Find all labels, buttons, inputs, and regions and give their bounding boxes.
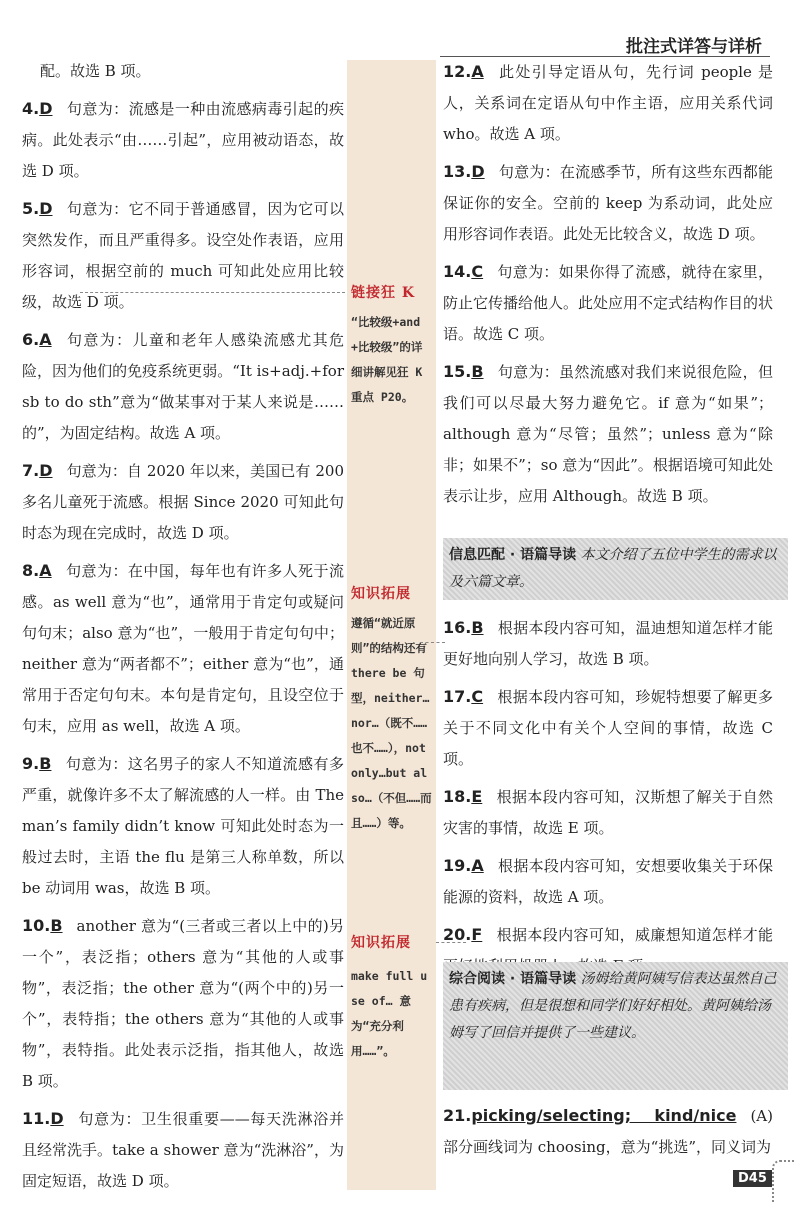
- answer-item-21: 21.picking/selecting; kind/nice (A) 部分画线词为 choosing，意为“挑选”，同义词为: [443, 1106, 773, 1156]
- note-text-comparative: “比较级+and+比较级”的详细讲解见狂 K 重点 P20。: [351, 315, 423, 404]
- page-header-title: 批注式详答与详析: [626, 37, 762, 57]
- answer-item-16: 16.B 根据本段内容可知，温迪想知道怎样才能更好地向别人学习，故选 B 项。: [443, 618, 773, 668]
- answer-item-20: 20.F 根据本段内容可知，威廉想知道怎样才能: [443, 925, 773, 944]
- answer-item-15: 15.B 句意为：虽然流感对我们来说很危险，但我们可以尽最大努力避免它。if 意为“如果”；although 意为“尽管；虽然”；unless 意为“除非；如果不”；so 意为“因此”。根据语境可知此处表示让步，应用 Although。故选 B 项。: [443, 362, 773, 505]
- answer-item-7: 7.D 句意为：自 2020 年以来，美国已有 200 多名儿童死于流感。根据 Since 2020 可知此句时态为现在完成时，故选 D 项。: [22, 461, 344, 542]
- right-column-bottom: [443, 1100, 773, 1169]
- answer-item-17: 17.C 根据本段内容可知，珍妮特想要了解更多关于不同文化中有关个人空间的事情，故选 C 项。: [443, 687, 773, 768]
- page-edge-decoration: [772, 1160, 794, 1202]
- answer-item-19: 19.A 根据本段内容可知，安想要收集关于环保能源的资料，故选 A 项。: [443, 856, 773, 906]
- answer-item-5: 5.D 句意为：它不同于普通感冒，因为它可以突然发作，而且严重得多。设空处作表语，应用形容词，根据空前的 much 可知此处应用比较级，故选 D 项。: [22, 199, 344, 311]
- answer-item-6: 6.A 句意为：儿童和老年人感染流感尤其危险，因为他们的免疫系统更弱。“It is+adj.+for sb to do sth”意为“做某事对于某人来说是……的”，为固定结构。故选 A 项。: [22, 330, 344, 442]
- answer-item-8: 8.A 句意为：在中国，每年也有许多人死于流感。as well 意为“也”，通常用于肯定句或疑问句句末；also 意为“也”，一般用于肯定句句中；neither 意为“两者都不”；either 意为“也”，通常用于否定句句末。本句是肯定句，且设空位于句末，应用 as well，故选 A 项。: [22, 561, 344, 735]
- answer-item-14: 14.C 句意为：如果你得了流感，就待在家里，防止它传播给他人。此处应用不定式结构作目的状语。故选 C 项。: [443, 262, 774, 343]
- note-leader-line-2: [420, 642, 445, 643]
- section-guide-comprehensive: 综合阅读 · 语篇导读 汤姆给黄阿姨写信表达虽然自己患有疾病，但是很想和同学们好好相处。黄阿姨给汤姆写了回信并提供了一些建议。: [443, 962, 788, 1090]
- right-column-lower: [443, 612, 773, 988]
- left-column: [22, 56, 344, 1203]
- note-tag-knowledge-1: 知识拓展: [351, 586, 411, 602]
- note-tag-knowledge-2: 知识拓展: [351, 935, 411, 951]
- answer-item-4: 4.D 句意为：流感是一种由流感病毒引起的疾病。此处表示“由……引起”，应用被动语态，故选 D 项。: [22, 99, 344, 180]
- margin-notes-strip: [347, 60, 436, 1190]
- answer-item-12: 12.A 此处引导定语从句，先行词 people 是人，关系词在定语从句中作主语，应用关系代词 who。故选 A 项。: [443, 62, 773, 143]
- answer-item-18: 18.E 根据本段内容可知，汉斯想了解关于自然灾害的事情，故选 E 项。: [443, 787, 773, 837]
- right-column: [443, 56, 773, 518]
- page-number: D45: [733, 1170, 772, 1187]
- note-leader-line-1: [80, 292, 345, 293]
- note-text-make-full-use: make full use of… 意为“充分利用……”。: [351, 969, 428, 1058]
- note-tag-link: 链接狂 K: [351, 285, 416, 301]
- answer-item-10: 10.B another 意为“(三者或三者以上中的)另一个”，表泛指；others 意为“其他的人或事物”，表泛指；the other 意为“(两个中的)另一个”，表特指；the others 意为“其他的人或事物”，表特指。此处表示泛指，指其他人，故选 B 项。: [22, 916, 344, 1090]
- section-guide-matching: 信息匹配 · 语篇导读 本文介绍了五位中学生的需求以及六篇文章。: [443, 538, 788, 600]
- answer-item-13: 13.D 句意为：在流感季节，所有这些东西都能保证你的安全。空前的 keep 为系动词，此处应用形容词作表语。此处无比较含义，故选 D 项。: [443, 162, 773, 243]
- answer-item-11: 11.D 句意为：卫生很重要——每天洗淋浴并且经常洗手。take a shower 意为“洗淋浴”，为固定短语，故选 D 项。: [22, 1109, 344, 1190]
- answer-item-continued: 配。故选 B 项。: [40, 62, 151, 80]
- note-text-proximity: 遵循“就近原则”的结构还有 there be 句型，neither…nor…（既不……也不……），not only…but also…（不但……而且……）等。: [351, 616, 432, 830]
- answer-item-9: 9.B 句意为：这名男子的家人不知道流感有多严重，就像许多不太了解流感的人一样。由 The man’s family didn’t know 可知此处时态为一般过去时，主语 the flu 是第三人称单数，所以 be 动词用 was，故选 B 项。: [22, 754, 344, 897]
